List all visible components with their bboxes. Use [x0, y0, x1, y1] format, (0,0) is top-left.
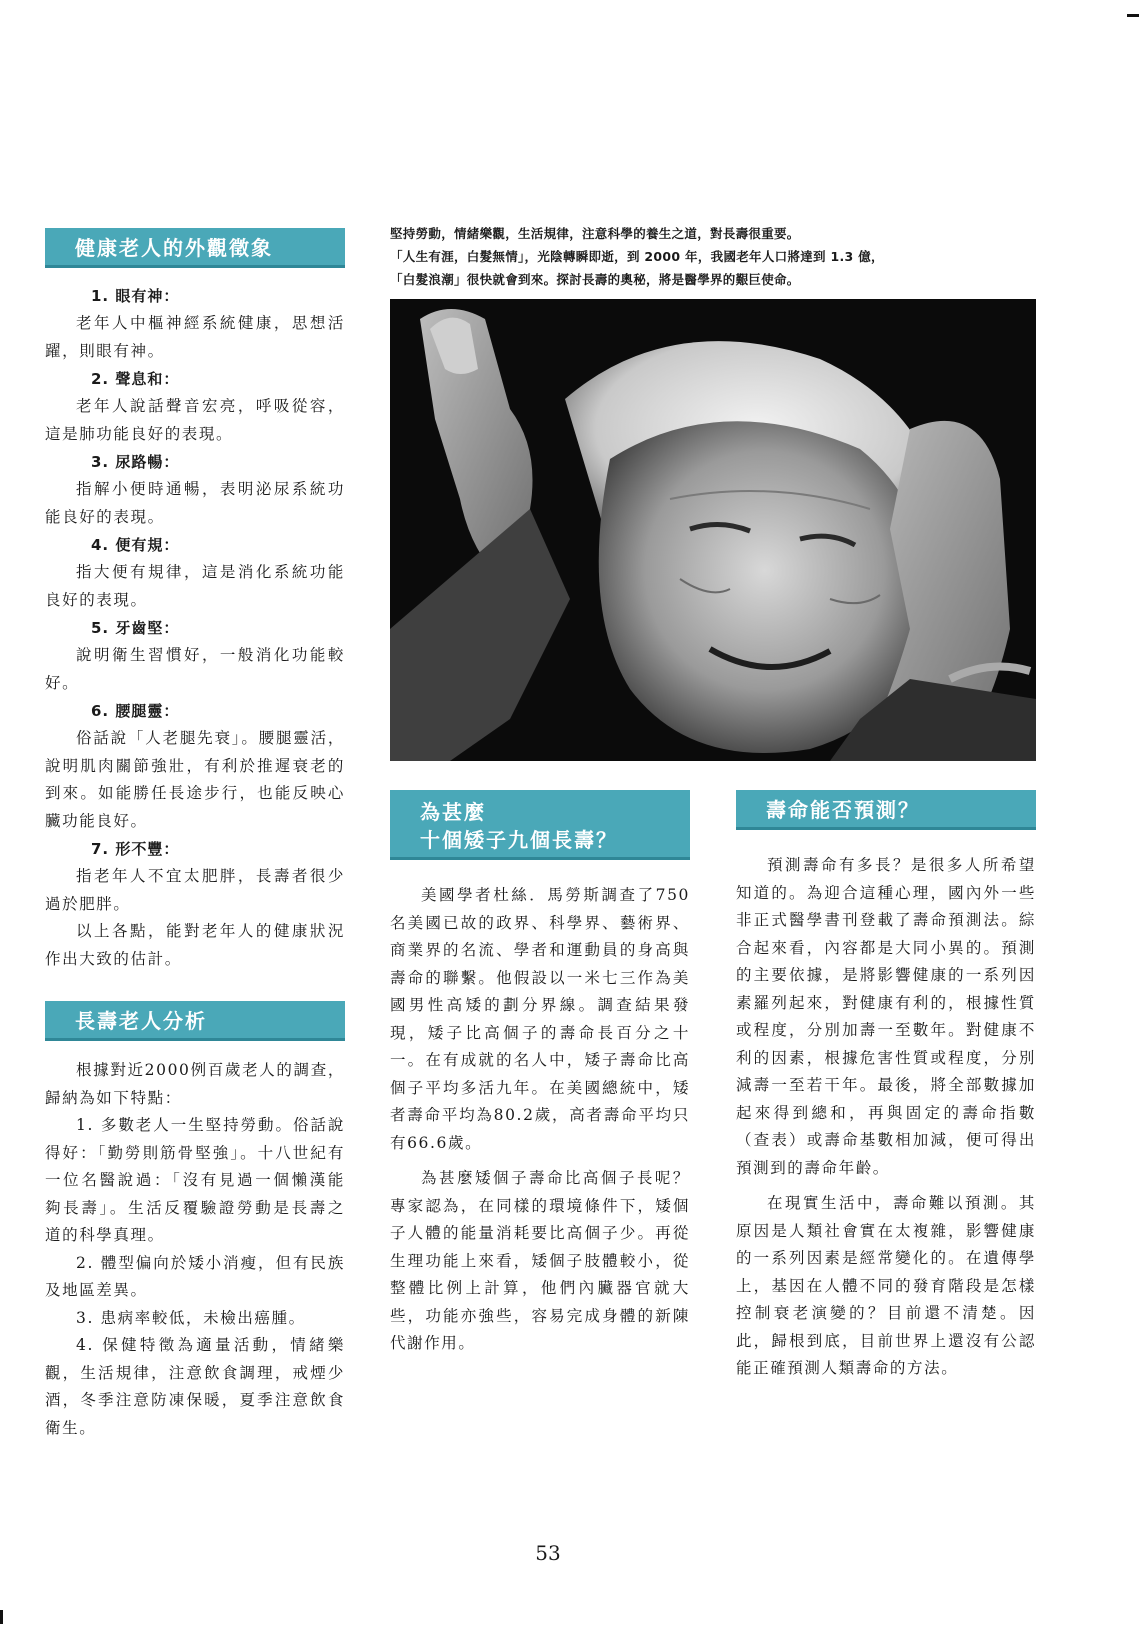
crop-mark: [1127, 14, 1139, 17]
analysis-paragraph: 1. 多數老人一生堅持勞動。俗話說得好：「勤勞則筋骨堅強」。十八世紀有一位名醫說過：「沒有見過一個懶漢能夠長壽」。生活反覆驗證勞動是長壽之道的科學真理。: [45, 1116, 345, 1244]
item-text: 老年人說話聲音宏亮，呼吸從容，這是肺功能良好的表現。: [45, 397, 345, 443]
header-line: 十個矮子九個長壽？: [420, 828, 618, 852]
item-title: 6. 腰腿靈：: [91, 702, 180, 720]
appearance-item: [45, 282, 345, 365]
item-text: 老年人中樞神經系統健康，思想活躍，則眼有神。: [45, 314, 345, 360]
appearance-item: [45, 697, 345, 835]
item-text: 指解小便時通暢，表明泌尿系統功能良好的表現。: [45, 480, 345, 526]
item-text: 俗話說「人老腿先衰」。腰腿靈活，說明肌肉關節強壯，有利於推遲衰老的到來。如能勝任長途步行，也能反映心臟功能良好。: [45, 729, 345, 830]
predict-paragraph: 預測壽命有多長？是很多人所希望知道的。為迎合這種心理，國內外一些非正式醫學書刊登載了壽命預測法。綜合起來看，內容都是大同小異的。預測的主要依據，是將影響健康的一系列因素羅列起來，對健康有利的，根據性質或程度，分別加壽一至數年。對健康不利的因素，根據危害性質或程度，分別減壽一至若干年。最後，將全部數據加起來得到總和，再與固定的壽命指數（查表）或壽命基數相加減，便可得出預測到的壽命年齡。: [736, 856, 1036, 1177]
right-column: [736, 790, 1036, 1383]
photo-illustration: [390, 299, 1036, 761]
item-title: 7. 形不豐：: [91, 840, 180, 858]
page-number: 53: [535, 1541, 561, 1565]
analysis-paragraph: 4. 保健特徵為適量活動，情緒樂觀，生活規律，注意飲食調理，戒煙少酒，冬季注意防凍保暖，夏季注意飲食衛生。: [45, 1336, 345, 1437]
section-header-appearance: 健康老人的外觀徵象: [45, 228, 345, 268]
item-text: 指老年人不宜太肥胖，長壽者很少過於肥胖。: [45, 867, 345, 913]
analysis-paragraph: 根據對近2000例百歲老人的調查，歸納為如下特點：: [45, 1061, 345, 1107]
analysis-paragraph: 3. 患病率較低，未檢出癌腫。: [76, 1308, 306, 1327]
item-text: 說明衛生習慣好，一般消化功能較好。: [45, 646, 345, 692]
crop-mark: [0, 1610, 3, 1624]
analysis-paragraph: 2. 體型偏向於矮小消瘦，但有民族及地區差異。: [45, 1253, 345, 1299]
caption-line: 堅持勞動，情緒樂觀，生活規律，注意科學的養生之道，對長壽很重要。: [390, 226, 800, 241]
item-title: 2. 聲息和：: [91, 370, 180, 388]
appearance-item: [45, 448, 345, 531]
header-line: 為甚麼: [420, 800, 486, 824]
left-column: [45, 228, 345, 1442]
item-title: 5. 牙齒堅：: [91, 619, 180, 637]
section-header-analysis: 長壽老人分析: [45, 1001, 345, 1041]
elderly-woman-portrait-photo: [390, 299, 1036, 761]
predict-paragraph: 在現實生活中，壽命難以預測。其原因是人類社會實在太複雜，影響健康的一系列因素是經常變化的。在遺傳學上，基因在人體不同的發育階段是怎樣控制衰老演變的？目前還不清楚。因此，歸根到底，目前世界上還沒有公認能正確預測人類壽命的方法。: [736, 1194, 1036, 1377]
item-title: 4. 便有規：: [91, 536, 180, 554]
appearance-item: [45, 835, 345, 918]
appearance-item: [45, 614, 345, 697]
item-title: 1. 眼有神：: [91, 287, 180, 305]
appearance-item: [45, 365, 345, 448]
item-text: 指大便有規律，這是消化系統功能良好的表現。: [45, 563, 345, 609]
caption-line: 「白髮浪潮」很快就會到來。探討長壽的奧秘，將是醫學界的艱巨使命。: [390, 272, 800, 287]
short-paragraph: 美國學者杜絲．馬勞斯調查了750名美國已故的政界、科學界、藝術界、商業界的名流、學者和運動員的身高與壽命的聯繫。他假設以一米七三作為美國男性高矮的劃分界線。調查結果發現，矮子比高個子的壽命長百分之十一。在有成就的名人中，矮子壽命比高個子平均多活九年。在美國總統中，矮者壽命平均為80.2歲，高者壽命平均只有66.6歲。: [390, 886, 690, 1152]
appearance-summary: 以上各點，能對老年人的健康狀況作出大致的估計。: [45, 922, 345, 968]
section-header-short: [390, 790, 690, 860]
item-title: 3. 尿路暢：: [91, 453, 180, 471]
section-header-predict: 壽命能否預測？: [736, 790, 1036, 830]
middle-column: [390, 790, 690, 1358]
caption-line: 「人生有涯，白髮無情」，光陰轉瞬即逝，到 2000 年，我國老年人口將達到 1.3 億，: [390, 249, 884, 264]
appearance-item: [45, 531, 345, 614]
short-paragraph: 為甚麼矮個子壽命比高個子長呢？專家認為，在同樣的環境條件下，矮個子人體的能量消耗要比高個子少。再從生理功能上來看，矮個子肢體較小，從整體比例上計算，他們內臟器官就大些，功能亦強些，容易完成身體的新陳代謝作用。: [390, 1169, 690, 1352]
photo-caption: [390, 222, 1040, 291]
